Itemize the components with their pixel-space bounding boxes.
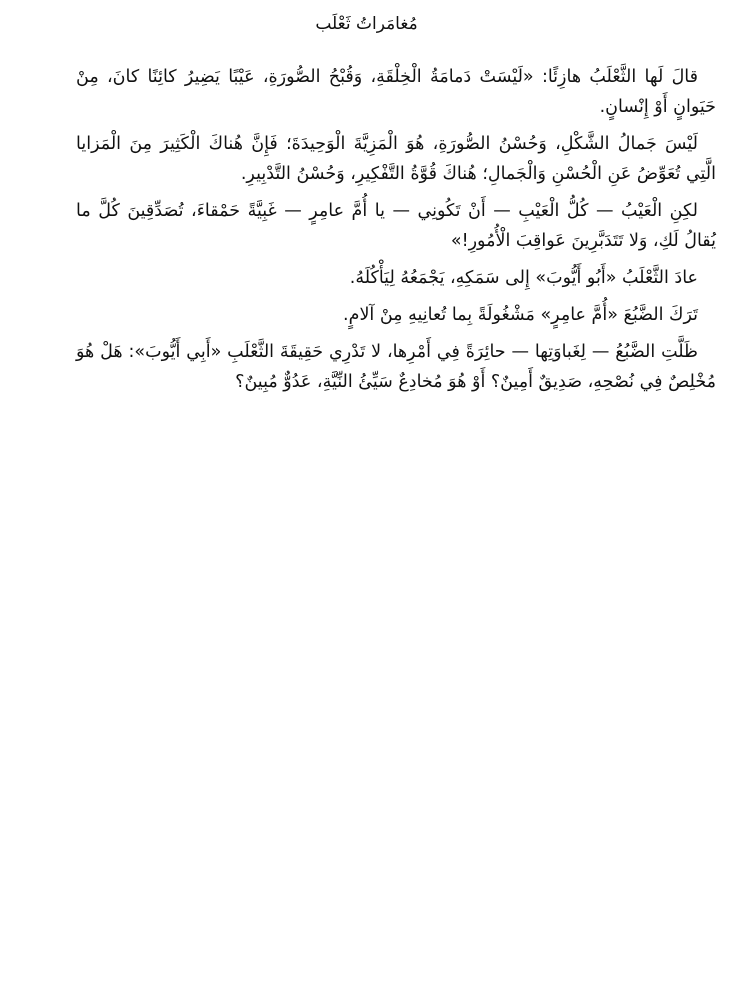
paragraph-2: لَيْسَ جَمالُ الشَّكْلِ، وَحُسْنُ الصُّورَةِ، هُوَ الْمَزِيَّةَ الْوَحِيدَةَ؛ فَإِنَّ هُناكَ الْكَثِيرَ مِنَ الْمَزايا الَّتِي تُعَوِّضُ عَنِ الْحُسْنِ وَالْجَمالِ؛ هُناكَ قُوَّةُ التَّفْكِيرِ، وَحُسْنُ التَّدْبِيرِ.	[76, 134, 716, 184]
paragraph-3: لكِنِ الْعَيْبُ — كُلُّ الْعَيْبِ — أَنْ تَكُونِي — يا أُمَّ عامِرٍ — غَبِيَّةً حَمْقاءَ، تُصَدِّقِينَ كُلَّ ما يُقالُ لَكِ، وَلا تَتَدَبَّرِينَ عَواقِبَ الْأُمُورِ!»	[76, 201, 716, 251]
story-title: مُغامَراتُ ثَعْلَب	[315, 14, 418, 34]
paragraph-1: قالَ لَها الثَّعْلَبُ هازِئًا: «لَيْسَتْ دَمامَةُ الْخِلْقَةِ، وَقُبْحُ الصُّورَةِ، عَيْبًا يَضِيرُ كائِنًا كانَ، مِنْ حَيَوانٍ أَوْ إِنْسانٍ.	[76, 67, 716, 117]
story-body	[76, 62, 716, 404]
paragraph-5: تَرَكَ الضَّبُعَ «أُمَّ عامِرٍ» مَشْغُولَةً بِما تُعانِيهِ مِنْ آلامٍ.	[343, 305, 698, 325]
paragraph-6: ظَلَّتِ الضَّبُعُ — لِغَباوَتِها — حائِرَةً فِي أَمْرِها، لا تَدْرِي حَقِيقَةَ الثَّعْلَبِ «أَبِي أَيُّوبَ»: هَلْ هُوَ مُخْلِصٌ فِي نُصْحِهِ، صَدِيقٌ أَمِينٌ؟ أَوْ هُوَ مُخادِعٌ سَيِّئُ النِّيَّةِ، عَدُوٌّ مُبِينٌ؟	[76, 342, 716, 392]
paragraph-4: عادَ الثَّعْلَبُ «أَبُو أَيُّوبَ» إِلى سَمَكِهِ، يَجْمَعُهُ لِيَأْكُلَهُ.	[349, 268, 698, 288]
